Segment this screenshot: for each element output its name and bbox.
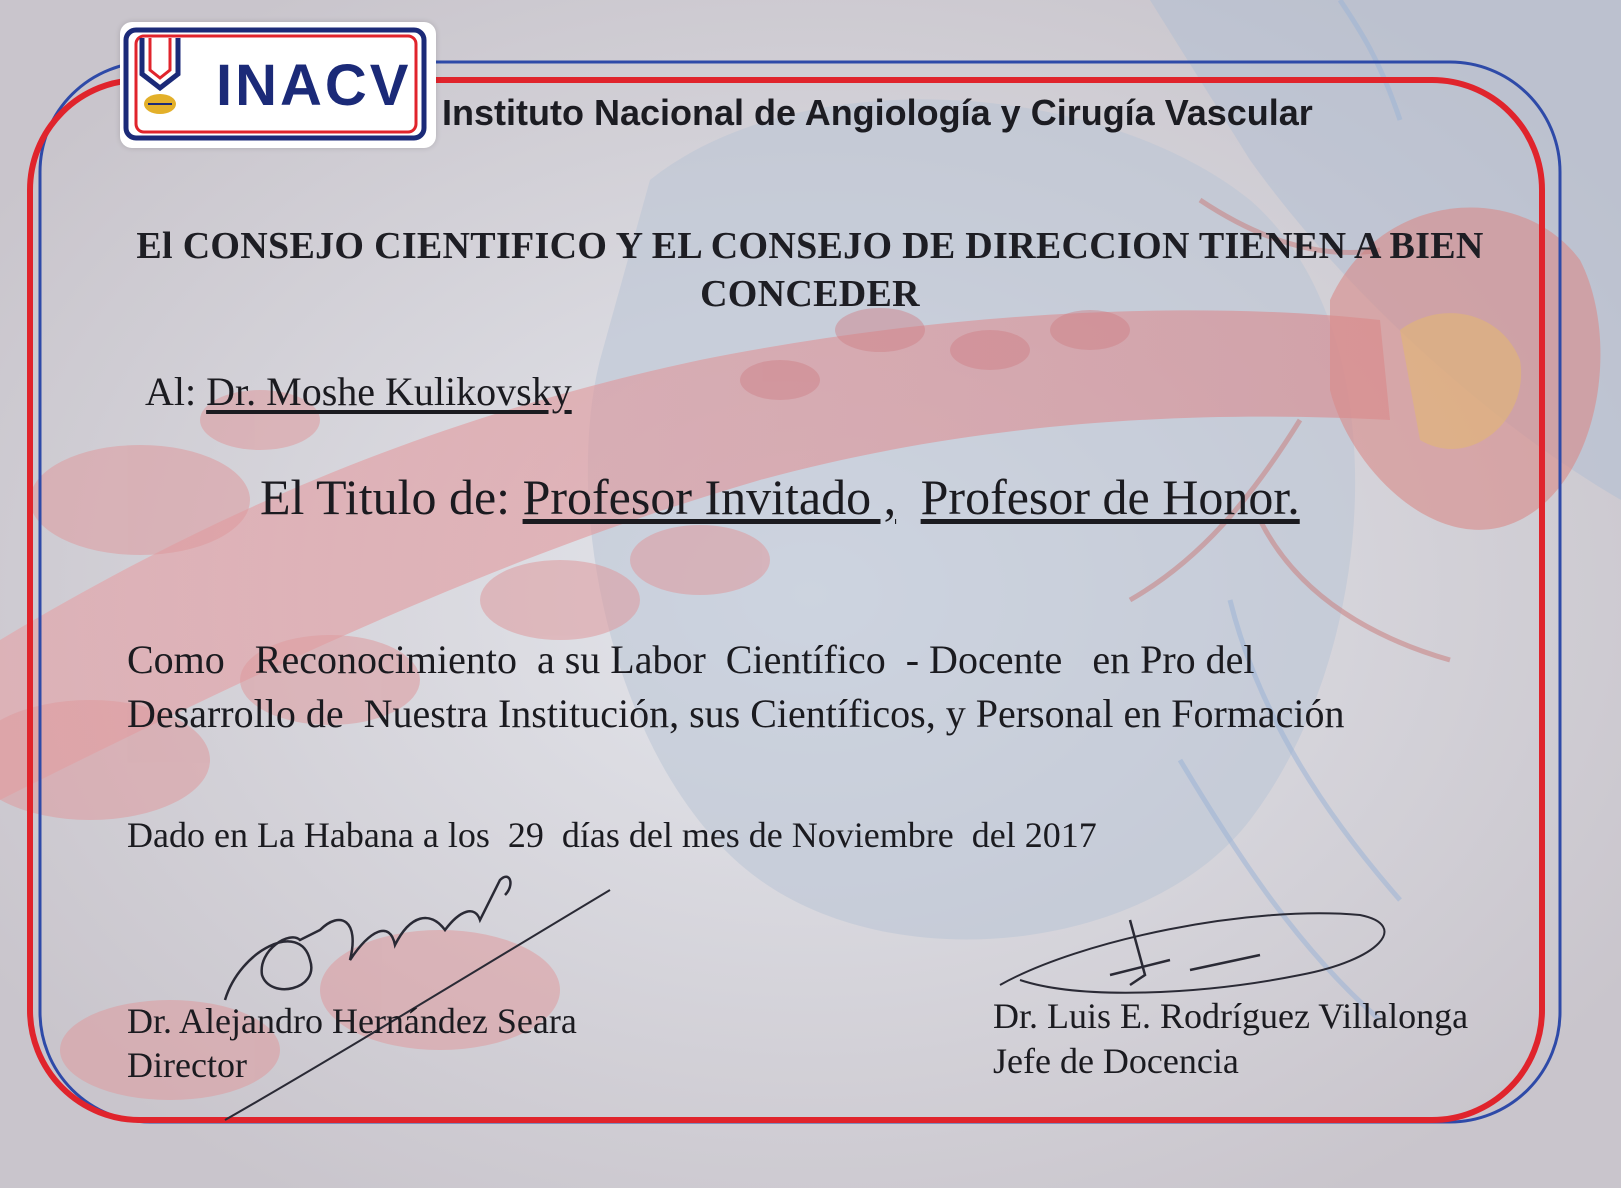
- institute-name: Instituto Nacional de Angiología y Cirugía Vascular: [442, 92, 1313, 133]
- heading-line-2: CONCEDER: [700, 273, 920, 315]
- recognition-line-1: Como Reconocimiento a su Labor Científico - Docente en Pro del: [127, 637, 1255, 682]
- signatory-2-name: Dr. Luis E. Rodríguez Villalonga: [993, 996, 1469, 1036]
- recipient-name: Dr. Moshe Kulikovsky: [206, 369, 572, 414]
- recipient-prefix: Al:: [145, 369, 197, 414]
- award-title-2: Profesor de Honor.: [920, 469, 1300, 525]
- signatory-1-name: Dr. Alejandro Hernández Seara: [127, 1001, 577, 1041]
- signatory-1-role: Director: [127, 1045, 247, 1085]
- award-title-1: Profesor Invitado ,: [522, 469, 897, 525]
- signatory-2-role: Jefe de Docencia: [993, 1041, 1239, 1081]
- recipient-line: [145, 368, 572, 415]
- award-line: [260, 468, 1300, 526]
- recognition-line-2: Desarrollo de Nuestra Institución, sus Científicos, y Personal en Formación: [127, 691, 1345, 736]
- award-prefix: El Titulo de:: [260, 469, 511, 525]
- inacv-logo: [120, 22, 436, 148]
- heading-line-1: El CONSEJO CIENTIFICO Y EL CONSEJO DE DIRECCION TIENEN A BIEN: [136, 225, 1484, 267]
- issued-date-line: Dado en La Habana a los 29 días del mes de Noviembre del 2017: [127, 815, 1097, 855]
- logo-text: INACV: [216, 53, 412, 118]
